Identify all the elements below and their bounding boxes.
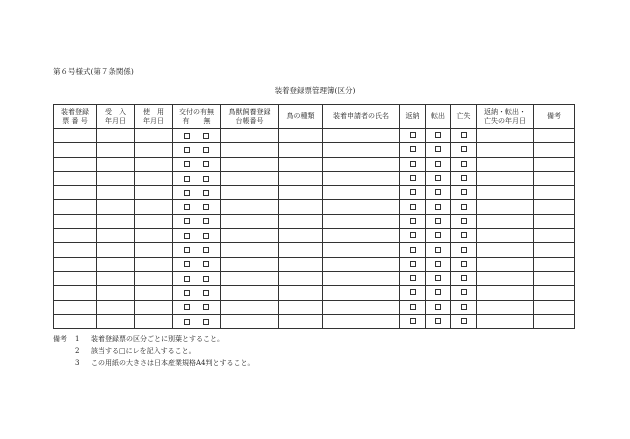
issued-yes-checkbox[interactable] [184, 218, 190, 224]
returned-checkbox[interactable] [410, 175, 416, 181]
header-used-date: 使 用 年月日 [135, 105, 173, 129]
applicant-name-cell[interactable] [323, 286, 400, 300]
transferred-cell [426, 286, 451, 300]
applicant-name-cell[interactable] [323, 271, 400, 285]
applicant-name-cell[interactable] [323, 214, 400, 228]
issued-yes-checkbox[interactable] [184, 204, 190, 210]
transferred-checkbox[interactable] [435, 161, 441, 167]
table-row [54, 229, 575, 243]
lost-checkbox[interactable] [461, 132, 467, 138]
registration-number-cell[interactable] [54, 271, 97, 285]
returned-cell [400, 271, 426, 285]
issued-no-checkbox[interactable] [203, 261, 209, 267]
applicant-name-cell[interactable] [323, 171, 400, 185]
transferred-checkbox[interactable] [435, 275, 441, 281]
transferred-checkbox[interactable] [435, 204, 441, 210]
returned-cell [400, 200, 426, 214]
issuance-cell [173, 214, 221, 228]
status-date-cell[interactable] [477, 186, 534, 200]
returned-checkbox[interactable] [410, 304, 416, 310]
bird-species-cell[interactable] [279, 143, 323, 157]
issuance-checkbox-pair [173, 261, 220, 267]
applicant-name-cell[interactable] [323, 200, 400, 214]
ledger-number-cell[interactable] [221, 143, 279, 157]
issuance-cell [173, 300, 221, 314]
returned-checkbox[interactable] [410, 261, 416, 267]
header-lost: 亡失 [451, 105, 477, 129]
issued-yes-checkbox[interactable] [184, 161, 190, 167]
issuance-checkbox-pair [173, 276, 220, 282]
lost-checkbox[interactable] [461, 189, 467, 195]
transferred-cell [426, 129, 451, 143]
status-date-cell[interactable] [477, 243, 534, 257]
status-date-cell[interactable] [477, 129, 534, 143]
transferred-cell [426, 157, 451, 171]
issued-no-checkbox[interactable] [203, 304, 209, 310]
issued-no-checkbox[interactable] [203, 233, 209, 239]
status-date-cell[interactable] [477, 300, 534, 314]
issuance-checkbox-pair [173, 161, 220, 167]
returned-checkbox[interactable] [410, 289, 416, 295]
issuance-cell [173, 229, 221, 243]
remarks-cell[interactable] [534, 229, 575, 243]
ledger-number-cell[interactable] [221, 257, 279, 271]
transferred-checkbox[interactable] [435, 289, 441, 295]
issuance-checkbox-pair [173, 247, 220, 253]
remarks-cell[interactable] [534, 286, 575, 300]
issued-no-checkbox[interactable] [203, 176, 209, 182]
lost-cell [451, 229, 477, 243]
status-date-cell[interactable] [477, 200, 534, 214]
note-item [53, 357, 255, 369]
received-date-cell[interactable] [97, 171, 135, 185]
lost-cell [451, 129, 477, 143]
applicant-name-cell[interactable] [323, 157, 400, 171]
transferred-cell [426, 243, 451, 257]
lost-checkbox[interactable] [461, 218, 467, 224]
ledger-number-cell[interactable] [221, 229, 279, 243]
returned-checkbox[interactable] [410, 204, 416, 210]
note-text: 装着登録票の区分ごとに別葉とすること。 [91, 335, 224, 343]
status-date-cell[interactable] [477, 257, 534, 271]
lost-cell [451, 271, 477, 285]
received-date-cell[interactable] [97, 129, 135, 143]
table-row [54, 171, 575, 185]
lost-cell [451, 157, 477, 171]
bird-species-cell[interactable] [279, 243, 323, 257]
received-date-cell[interactable] [97, 157, 135, 171]
transferred-cell [426, 271, 451, 285]
used-date-cell[interactable] [135, 300, 173, 314]
issuance-cell [173, 186, 221, 200]
ledger-number-cell[interactable] [221, 200, 279, 214]
issuance-cell [173, 257, 221, 271]
issued-no-checkbox[interactable] [203, 290, 209, 296]
remarks-cell[interactable] [534, 271, 575, 285]
issued-no-checkbox[interactable] [203, 190, 209, 196]
ledger-number-cell[interactable] [221, 129, 279, 143]
transferred-checkbox[interactable] [435, 247, 441, 253]
used-date-cell[interactable] [135, 200, 173, 214]
issued-yes-checkbox[interactable] [184, 304, 190, 310]
header-registration-number: 装着登録 票 番 号 [54, 105, 97, 129]
remarks-cell[interactable] [534, 314, 575, 328]
status-date-cell[interactable] [477, 286, 534, 300]
lost-cell [451, 243, 477, 257]
status-date-cell[interactable] [477, 157, 534, 171]
used-date-cell[interactable] [135, 143, 173, 157]
registration-number-cell[interactable] [54, 300, 97, 314]
lost-checkbox[interactable] [461, 204, 467, 210]
transferred-checkbox[interactable] [435, 218, 441, 224]
ledger-number-cell[interactable] [221, 286, 279, 300]
transferred-cell [426, 171, 451, 185]
registration-number-cell[interactable] [54, 171, 97, 185]
status-date-cell[interactable] [477, 214, 534, 228]
ledger-number-cell[interactable] [221, 171, 279, 185]
lost-cell [451, 171, 477, 185]
returned-cell [400, 229, 426, 243]
table-row [54, 157, 575, 171]
used-date-cell[interactable] [135, 271, 173, 285]
issuance-cell [173, 243, 221, 257]
transferred-checkbox[interactable] [435, 132, 441, 138]
issuance-cell [173, 314, 221, 328]
applicant-name-cell[interactable] [323, 314, 400, 328]
notes-section [53, 333, 255, 369]
received-date-cell[interactable] [97, 271, 135, 285]
notes-label: 備考 [53, 335, 67, 343]
note-number: 2 [75, 347, 80, 355]
remarks-cell[interactable] [534, 257, 575, 271]
table-row [54, 243, 575, 257]
bird-species-cell[interactable] [279, 257, 323, 271]
issued-no-checkbox[interactable] [203, 204, 209, 210]
lost-checkbox[interactable] [461, 275, 467, 281]
returned-checkbox[interactable] [410, 275, 416, 281]
returned-checkbox[interactable] [410, 247, 416, 253]
lost-cell [451, 300, 477, 314]
lost-cell [451, 143, 477, 157]
ledger-number-cell[interactable] [221, 314, 279, 328]
remarks-cell[interactable] [534, 300, 575, 314]
transferred-checkbox[interactable] [435, 189, 441, 195]
registration-number-cell[interactable] [54, 229, 97, 243]
header-remarks: 備考 [534, 105, 575, 129]
transferred-checkbox[interactable] [435, 232, 441, 238]
header-issuance: 交付の有無 有 無 [173, 105, 221, 129]
transferred-cell [426, 300, 451, 314]
issuance-checkbox-pair [173, 147, 220, 153]
note-text: この用紙の大きさは日本産業規格A4判とすること。 [91, 359, 255, 367]
returned-checkbox[interactable] [410, 189, 416, 195]
issued-yes-checkbox[interactable] [184, 261, 190, 267]
issuance-cell [173, 271, 221, 285]
note-number: 1 [75, 335, 80, 343]
received-date-cell[interactable] [97, 300, 135, 314]
returned-cell [400, 243, 426, 257]
received-date-cell[interactable] [97, 143, 135, 157]
issued-yes-checkbox[interactable] [184, 133, 190, 139]
registration-number-cell[interactable] [54, 129, 97, 143]
bird-species-cell[interactable] [279, 157, 323, 171]
transferred-checkbox[interactable] [435, 318, 441, 324]
registration-number-cell[interactable] [54, 143, 97, 157]
table-row [54, 129, 575, 143]
returned-cell [400, 129, 426, 143]
received-date-cell[interactable] [97, 200, 135, 214]
header-transferred: 転出 [426, 105, 451, 129]
header-row [54, 105, 575, 129]
applicant-name-cell[interactable] [323, 243, 400, 257]
document-title: 装着登録票管理簿(区分) [274, 86, 356, 95]
table-row [54, 214, 575, 228]
issued-no-checkbox[interactable] [203, 247, 209, 253]
remarks-cell[interactable] [534, 157, 575, 171]
transferred-checkbox[interactable] [435, 175, 441, 181]
lost-cell [451, 214, 477, 228]
lost-cell [451, 186, 477, 200]
issued-yes-checkbox[interactable] [184, 176, 190, 182]
issuance-cell [173, 286, 221, 300]
ledger-number-cell[interactable] [221, 300, 279, 314]
ledger-number-cell[interactable] [221, 214, 279, 228]
transferred-checkbox[interactable] [435, 261, 441, 267]
returned-checkbox[interactable] [410, 146, 416, 152]
lost-checkbox[interactable] [461, 232, 467, 238]
ledger-number-cell[interactable] [221, 243, 279, 257]
table-row [54, 314, 575, 328]
lost-checkbox[interactable] [461, 261, 467, 267]
issued-yes-checkbox[interactable] [184, 247, 190, 253]
issuance-cell [173, 143, 221, 157]
issued-no-checkbox[interactable] [203, 218, 209, 224]
returned-checkbox[interactable] [410, 132, 416, 138]
bird-species-cell[interactable] [279, 200, 323, 214]
ledger-number-cell[interactable] [221, 186, 279, 200]
used-date-cell[interactable] [135, 171, 173, 185]
returned-cell [400, 171, 426, 185]
ledger-number-cell[interactable] [221, 271, 279, 285]
returned-cell [400, 314, 426, 328]
issuance-cell [173, 200, 221, 214]
returned-cell [400, 186, 426, 200]
returned-checkbox[interactable] [410, 318, 416, 324]
lost-cell [451, 314, 477, 328]
bird-species-cell[interactable] [279, 229, 323, 243]
used-date-cell[interactable] [135, 314, 173, 328]
transferred-cell [426, 214, 451, 228]
header-status-date: 返納・転出・ 亡失の年月日 [477, 105, 534, 129]
header-returned: 返納 [400, 105, 426, 129]
registration-number-cell[interactable] [54, 314, 97, 328]
issued-yes-checkbox[interactable] [184, 190, 190, 196]
issued-yes-checkbox[interactable] [184, 319, 190, 325]
remarks-cell[interactable] [534, 129, 575, 143]
status-date-cell[interactable] [477, 143, 534, 157]
bird-species-cell[interactable] [279, 171, 323, 185]
transferred-cell [426, 143, 451, 157]
register-body [54, 129, 575, 329]
transferred-cell [426, 229, 451, 243]
applicant-name-cell[interactable] [323, 257, 400, 271]
lost-checkbox[interactable] [461, 289, 467, 295]
remarks-cell[interactable] [534, 171, 575, 185]
table-row [54, 257, 575, 271]
bird-species-cell[interactable] [279, 129, 323, 143]
table-row [54, 186, 575, 200]
transferred-cell [426, 314, 451, 328]
lost-cell [451, 286, 477, 300]
ledger-number-cell[interactable] [221, 157, 279, 171]
returned-cell [400, 300, 426, 314]
lost-cell [451, 257, 477, 271]
received-date-cell[interactable] [97, 229, 135, 243]
status-date-cell[interactable] [477, 271, 534, 285]
issuance-checkbox-pair [173, 233, 220, 239]
registration-number-cell[interactable] [54, 157, 97, 171]
table-row [54, 271, 575, 285]
lost-checkbox[interactable] [461, 318, 467, 324]
received-date-cell[interactable] [97, 257, 135, 271]
returned-checkbox[interactable] [410, 232, 416, 238]
issued-no-checkbox[interactable] [203, 319, 209, 325]
header-received-date: 受 入 年月日 [97, 105, 135, 129]
lost-checkbox[interactable] [461, 304, 467, 310]
remarks-cell[interactable] [534, 214, 575, 228]
registration-number-cell[interactable] [54, 214, 97, 228]
issuance-checkbox-pair [173, 304, 220, 310]
returned-cell [400, 286, 426, 300]
used-date-cell[interactable] [135, 186, 173, 200]
header-ledger-number: 鳥獣飼養登録 台帳番号 [221, 105, 279, 129]
issued-yes-checkbox[interactable] [184, 233, 190, 239]
issued-no-checkbox[interactable] [203, 161, 209, 167]
registration-number-cell[interactable] [54, 243, 97, 257]
note-item [53, 333, 255, 345]
received-date-cell[interactable] [97, 243, 135, 257]
received-date-cell[interactable] [97, 286, 135, 300]
table-row [54, 143, 575, 157]
returned-cell [400, 214, 426, 228]
issued-no-checkbox[interactable] [203, 276, 209, 282]
returned-cell [400, 257, 426, 271]
issued-yes-checkbox[interactable] [184, 276, 190, 282]
applicant-name-cell[interactable] [323, 229, 400, 243]
returned-checkbox[interactable] [410, 218, 416, 224]
issuance-checkbox-pair [173, 218, 220, 224]
form-number: 第６号様式(第７条関係) [53, 67, 134, 76]
transferred-cell [426, 186, 451, 200]
issuance-cell [173, 129, 221, 143]
issuance-checkbox-pair [173, 190, 220, 196]
issuance-checkbox-pair [173, 290, 220, 296]
bird-species-cell[interactable] [279, 314, 323, 328]
header-applicant-name: 装着申請者の氏名 [323, 105, 400, 129]
status-date-cell[interactable] [477, 171, 534, 185]
lost-cell [451, 200, 477, 214]
used-date-cell[interactable] [135, 157, 173, 171]
remarks-cell[interactable] [534, 186, 575, 200]
remarks-cell[interactable] [534, 143, 575, 157]
note-item [53, 345, 255, 357]
returned-checkbox[interactable] [410, 161, 416, 167]
transferred-cell [426, 257, 451, 271]
used-date-cell[interactable] [135, 129, 173, 143]
note-number: 3 [75, 359, 80, 367]
table-row [54, 286, 575, 300]
issuance-cell [173, 157, 221, 171]
table-row [54, 200, 575, 214]
bird-species-cell[interactable] [279, 286, 323, 300]
status-date-cell[interactable] [477, 314, 534, 328]
register-table [53, 104, 575, 329]
bird-species-cell[interactable] [279, 300, 323, 314]
lost-checkbox[interactable] [461, 175, 467, 181]
note-text: 該当する□にレを記入すること。 [91, 347, 196, 355]
issued-yes-checkbox[interactable] [184, 290, 190, 296]
returned-cell [400, 157, 426, 171]
status-date-cell[interactable] [477, 229, 534, 243]
used-date-cell[interactable] [135, 286, 173, 300]
issued-yes-checkbox[interactable] [184, 147, 190, 153]
registration-number-cell[interactable] [54, 257, 97, 271]
used-date-cell[interactable] [135, 229, 173, 243]
used-date-cell[interactable] [135, 243, 173, 257]
lost-checkbox[interactable] [461, 247, 467, 253]
received-date-cell[interactable] [97, 314, 135, 328]
received-date-cell[interactable] [97, 186, 135, 200]
applicant-name-cell[interactable] [323, 143, 400, 157]
issuance-checkbox-pair [173, 204, 220, 210]
bird-species-cell[interactable] [279, 186, 323, 200]
used-date-cell[interactable] [135, 214, 173, 228]
issued-no-checkbox[interactable] [203, 147, 209, 153]
lost-checkbox[interactable] [461, 161, 467, 167]
transferred-checkbox[interactable] [435, 146, 441, 152]
issued-no-checkbox[interactable] [203, 133, 209, 139]
applicant-name-cell[interactable] [323, 300, 400, 314]
issuance-cell [173, 171, 221, 185]
registration-number-cell[interactable] [54, 186, 97, 200]
applicant-name-cell[interactable] [323, 129, 400, 143]
used-date-cell[interactable] [135, 257, 173, 271]
remarks-cell[interactable] [534, 200, 575, 214]
table-row [54, 300, 575, 314]
returned-cell [400, 143, 426, 157]
issuance-checkbox-pair [173, 319, 220, 325]
bird-species-cell[interactable] [279, 214, 323, 228]
registration-number-cell[interactable] [54, 200, 97, 214]
issuance-checkbox-pair [173, 176, 220, 182]
issuance-checkbox-pair [173, 133, 220, 139]
remarks-cell[interactable] [534, 243, 575, 257]
applicant-name-cell[interactable] [323, 186, 400, 200]
transferred-checkbox[interactable] [435, 304, 441, 310]
registration-number-cell[interactable] [54, 286, 97, 300]
header-bird-species: 鳥の種類 [279, 105, 323, 129]
received-date-cell[interactable] [97, 214, 135, 228]
transferred-cell [426, 200, 451, 214]
lost-checkbox[interactable] [461, 146, 467, 152]
bird-species-cell[interactable] [279, 271, 323, 285]
